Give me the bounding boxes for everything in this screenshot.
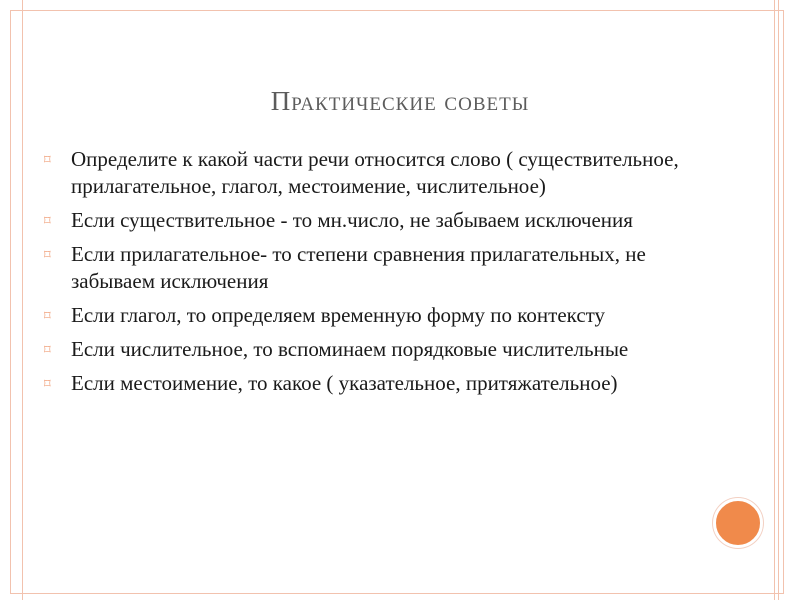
bullet-item: [44, 146, 684, 200]
bullet-list: [44, 146, 684, 404]
right-border-line-inner: [774, 0, 775, 600]
bullet-text: Если местоимение, то какое ( указательное, притяжательное): [71, 371, 618, 395]
bullet-item: [44, 370, 684, 397]
bullet-text: Если числительное, то вспоминаем порядковые числительные: [71, 337, 629, 361]
bullet-item: [44, 207, 684, 234]
bullet-item: [44, 241, 684, 295]
bullet-text: Если прилагательное- то степени сравнения прилагательных, не забываем исключения: [71, 242, 646, 293]
bullet-text: Если глагол, то определяем временную форму по контексту: [71, 303, 606, 327]
slide-title: Практические советы: [270, 86, 530, 116]
bullet-icon: ⌑: [44, 342, 51, 357]
bullet-item: [44, 336, 684, 363]
bullet-icon: ⌑: [44, 376, 51, 391]
bullet-icon: ⌑: [44, 308, 51, 323]
bullet-icon: ⌑: [44, 152, 51, 167]
bullet-text: Если существительное - то мн.число, не забываем исключения: [71, 208, 633, 232]
bullet-icon: ⌑: [44, 213, 51, 228]
left-border-line: [22, 0, 23, 600]
right-border-line-outer: [778, 0, 779, 600]
bullet-text: Определите к какой части речи относится слово ( существительное, прилагательное, глагол, местоимение, числительное): [71, 147, 679, 198]
bullet-item: [44, 302, 684, 329]
bullet-icon: ⌑: [44, 247, 51, 262]
accent-circle: [713, 498, 763, 548]
